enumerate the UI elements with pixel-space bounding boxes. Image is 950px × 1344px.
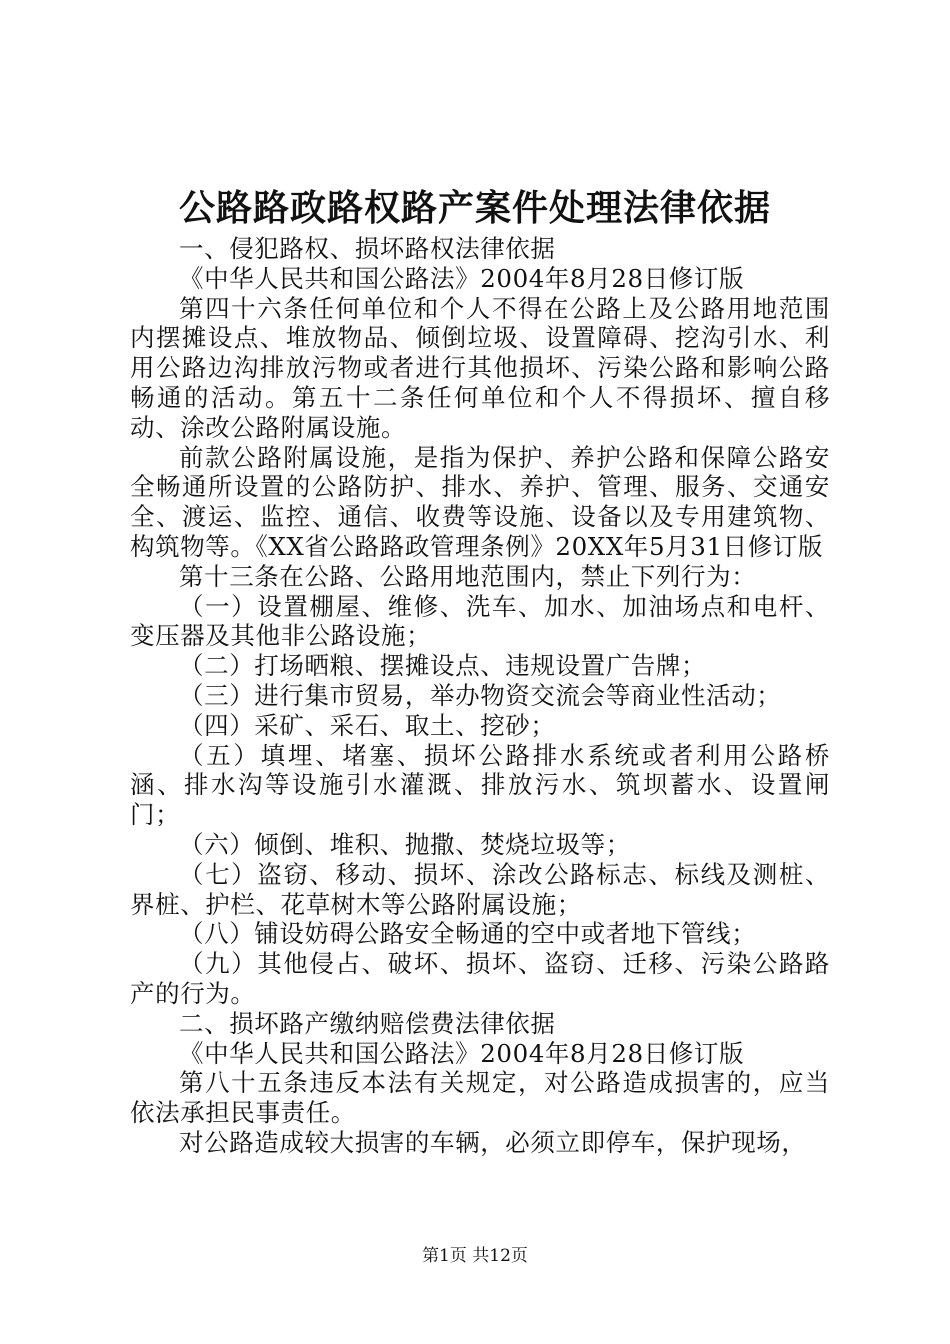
prohibited-item-2: （二）打场晒粮、摆摊设点、违规设置广告牌； xyxy=(179,651,707,681)
prohibited-item-6: （六）倾倒、堆积、抛撒、焚烧垃圾等； xyxy=(179,829,631,859)
section-heading-1: 一、侵犯路权、损坏路权法律依据 xyxy=(179,234,556,263)
prohibited-item-8: （八）铺设妨碍公路安全畅通的空中或者地下管线； xyxy=(179,919,757,949)
law-source-2: 《中华人民共和国公路法》2004年8月28日修订版 xyxy=(179,1038,745,1068)
vehicle-damage-clause: 对公路造成较大损害的车辆，必须立即停车，保护现场， xyxy=(179,1127,807,1157)
prohibited-item-7: （七）盗窃、移动、损坏、涂改公路标志、标线及测桩、界桩、护栏、花草树木等公路附属设施； xyxy=(130,859,830,919)
law-source-1: 《中华人民共和国公路法》2004年8月28日修订版 xyxy=(179,263,745,293)
page-number: 第1页 共12页 xyxy=(422,1246,528,1266)
prohibited-item-5: （五）填埋、堵塞、损坏公路排水系统或者利用公路桥涵、排水沟等设施引水灌溉、排放污水、筑坝蓄水、设置闸门； xyxy=(130,740,830,830)
section-heading-2: 二、损坏路产缴纳赔偿费法律依据 xyxy=(179,1008,556,1038)
article-46-52: 第四十六条任何单位和个人不得在公路上及公路用地范围内摆摊设点、堆放物品、倾倒垃圾、设置障碍、挖沟引水、利用公路边沟排放污物或者进行其他损坏、污染公路和影响公路畅通的活动。第五十二条任何单位和个人不得损坏、擅自移动、涂改公路附属设施。 xyxy=(130,293,830,442)
document-title: 公路路政路权路产案件处理法律依据 xyxy=(178,187,771,229)
ancillary-facilities-definition: 前款公路附属设施，是指为保护、养护公路和保障公路安全畅通所设置的公路防护、排水、养护、管理、服务、交通安全、渡运、监控、通信、收费等设施、设备以及专用建筑物、构筑物等。《XX省公路路政管理条例》20XX年5月31日修订版 xyxy=(130,442,830,561)
prohibited-item-9: （九）其他侵占、破坏、损坏、盗窃、迁移、污染公路路产的行为。 xyxy=(130,949,830,1008)
prohibited-item-1: （一）设置棚屋、维修、洗车、加水、加油场点和电杆、变压器及其他非公路设施； xyxy=(130,591,830,651)
article-85: 第八十五条违反本法有关规定，对公路造成损害的，应当依法承担民事责任。 xyxy=(130,1068,830,1128)
article-13: 第十三条在公路、公路用地范围内，禁止下列行为： xyxy=(179,561,757,591)
document-body xyxy=(130,234,830,1158)
prohibited-item-4: （四）采矿、采石、取土、挖砂； xyxy=(179,710,556,740)
prohibited-item-3: （三）进行集市贸易，举办物资交流会等商业性活动； xyxy=(179,680,782,710)
